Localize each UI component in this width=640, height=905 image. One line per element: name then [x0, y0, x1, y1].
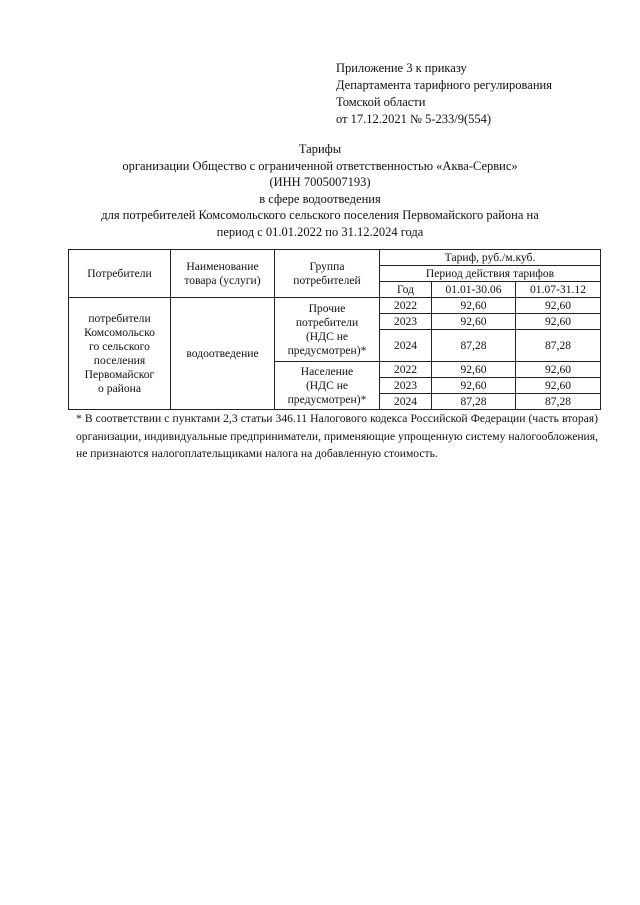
group-line: предусмотрен)*	[287, 392, 367, 406]
consumer-line: поселения	[93, 353, 146, 367]
title-line: Тарифы	[298, 142, 342, 156]
tariff-value: 87,28	[432, 330, 516, 362]
header-year: Год	[380, 282, 432, 298]
group-line: потребители	[295, 315, 359, 329]
header-tariff: Тариф, руб./м.куб.	[380, 250, 601, 266]
group-line: Прочие	[308, 301, 346, 315]
appendix-line: Томской области	[336, 95, 426, 109]
group-cell	[275, 298, 380, 362]
tariff-value: 92,60	[516, 378, 601, 394]
document-title	[40, 141, 600, 241]
consumer-line: го сельского	[89, 339, 150, 353]
footnote: * В соответствии с пунктами 2,3 статьи 346.11 Налогового кодекса Российской Федерации (часть вторая) организации, индивидуальные предприниматели, применяющие упрощенную систему налогообложения, не признаются налогоплательщиками налога на добавленную стоимость.	[76, 412, 598, 460]
title-line: период с 01.01.2022 по 31.12.2024 года	[216, 224, 424, 239]
tariff-value: 87,28	[516, 394, 601, 410]
title-line: в сфере водоотведения	[259, 191, 381, 206]
group-line: предусмотрен)*	[287, 343, 367, 357]
tariff-value: 92,60	[432, 314, 516, 330]
tariff-value: 87,28	[432, 394, 516, 410]
year-cell: 2023	[380, 378, 432, 394]
tariff-table	[68, 249, 601, 410]
table-row	[69, 298, 601, 314]
group-line: (НДС не	[305, 329, 349, 343]
header-consumers: Потребители	[69, 250, 171, 298]
tariff-value: 87,28	[516, 330, 601, 362]
tariff-value: 92,60	[516, 298, 601, 314]
appendix-line: от 17.12.2021 № 5-233/9(554)	[336, 112, 492, 126]
tariff-value: 92,60	[516, 362, 601, 378]
group-cell	[275, 362, 380, 410]
title-line: (ИНН 7005007193)	[269, 175, 371, 190]
appendix-line: Приложение 3 к приказу	[336, 61, 467, 75]
consumer-line: о района	[98, 381, 141, 395]
consumer-line: Первомайског	[84, 367, 155, 381]
consumer-cell	[69, 298, 171, 410]
header-half2: 01.07-31.12	[516, 282, 601, 298]
appendix-header	[336, 60, 552, 128]
header-half1: 01.01-30.06	[432, 282, 516, 298]
title-line: для потребителей Комсомольского сельского поселения Первомайского района на	[101, 208, 539, 223]
year-cell: 2023	[380, 314, 432, 330]
appendix-line: Департамента тарифного регулирования	[336, 78, 552, 92]
header-group: Группа потребителей	[275, 250, 380, 298]
group-line: (НДС не	[305, 378, 349, 392]
year-cell: 2022	[380, 298, 432, 314]
consumer-line: Комсомольско	[84, 325, 155, 339]
consumer-line: потребители	[88, 311, 151, 325]
product-cell: водоотведение	[171, 298, 275, 410]
year-cell: 2022	[380, 362, 432, 378]
header-product: Наименование товара (услуги)	[171, 250, 275, 298]
year-cell: 2024	[380, 330, 432, 362]
tariff-value: 92,60	[432, 362, 516, 378]
tariff-value: 92,60	[432, 298, 516, 314]
tariff-value: 92,60	[516, 314, 601, 330]
header-row	[69, 250, 601, 266]
title-line: организации Общество с ограниченной ответственностью «Аква-Сервис»	[122, 158, 518, 173]
header-period: Период действия тарифов	[380, 266, 601, 282]
year-cell: 2024	[380, 394, 432, 410]
group-line: Население	[300, 364, 354, 378]
tariff-value: 92,60	[432, 378, 516, 394]
